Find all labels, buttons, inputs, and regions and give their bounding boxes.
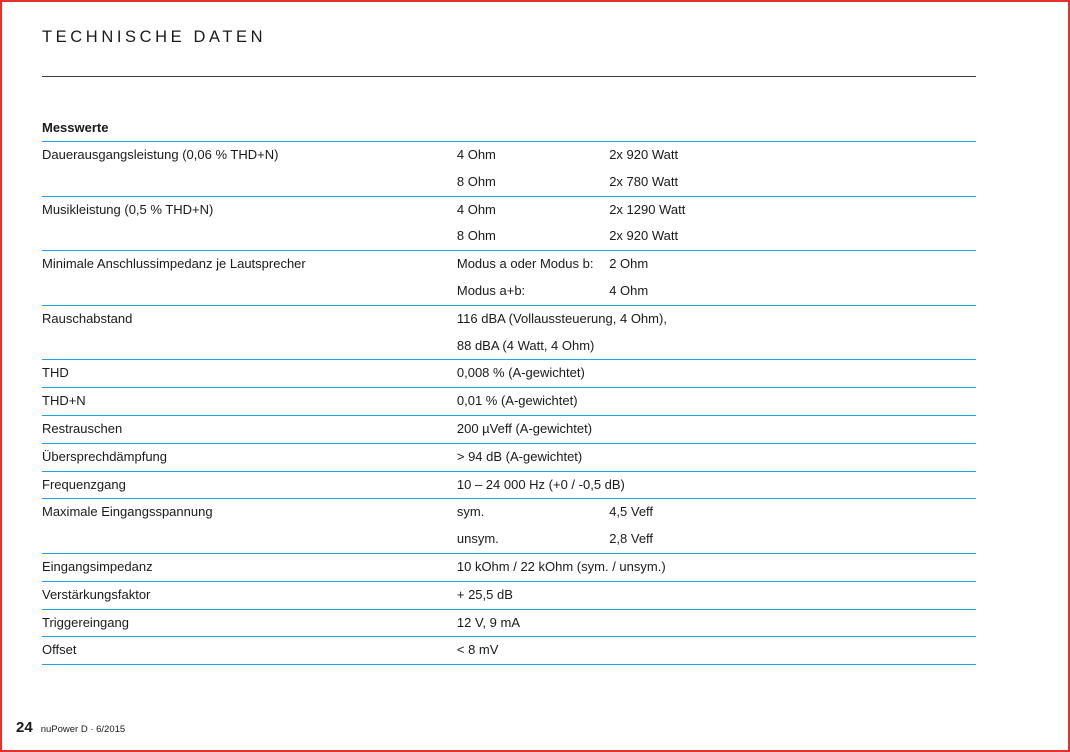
spec-condition: 4 Ohm <box>457 196 609 223</box>
table-row <box>42 196 976 223</box>
spec-condition: Modus a+b: <box>456 282 526 298</box>
table-row <box>42 223 976 250</box>
spec-condition: 12 V, 9 mA <box>457 609 976 637</box>
table-row <box>42 471 976 499</box>
spec-value: 4 Ohm <box>609 282 649 298</box>
table-row <box>42 443 976 471</box>
spec-condition: Modus a oder Modus b: <box>457 251 609 278</box>
page-content <box>42 20 980 665</box>
table-row <box>42 581 976 609</box>
title-divider <box>42 76 976 77</box>
table-row <box>42 415 976 443</box>
spec-label <box>42 223 457 250</box>
spec-condition: > 94 dB (A-gewichtet) <box>457 443 976 471</box>
page-footer <box>16 719 125 736</box>
spec-label: Triggereingang <box>42 609 457 637</box>
spec-condition: 10 kOhm / 22 kOhm (sym. / unsym.) <box>457 553 976 581</box>
spec-label <box>42 169 457 196</box>
spec-label: Musikleistung (0,5 % THD+N) <box>42 196 457 223</box>
table-row <box>42 609 976 637</box>
table-row <box>42 305 976 332</box>
spec-label: Maximale Eingangsspannung <box>42 499 457 526</box>
spec-label: Offset <box>42 637 457 664</box>
spec-label: Verstärkungsfaktor <box>42 581 457 609</box>
spec-label: Dauerausgangsleistung (0,06 % THD+N) <box>42 142 457 169</box>
specifications-table <box>42 141 976 664</box>
spec-label <box>42 278 457 305</box>
table-bottom-divider <box>42 664 976 665</box>
table-row <box>42 278 976 305</box>
table-row <box>42 553 976 581</box>
spec-value: 2x 920 Watt <box>609 228 679 244</box>
spec-condition: 8 Ohm <box>456 228 496 244</box>
spec-condition: + 25,5 dB <box>457 581 976 609</box>
table-row <box>42 499 976 526</box>
spec-condition: 10 – 24 000 Hz (+0 / -0,5 dB) <box>457 471 976 499</box>
table-row <box>42 251 976 278</box>
spec-condition: sym. <box>457 499 609 526</box>
table-row <box>42 142 976 169</box>
spec-condition: 200 µVeff (A-gewichtet) <box>457 415 976 443</box>
spec-condition: 88 dBA (4 Watt, 4 Ohm) <box>456 337 595 353</box>
spec-label: Restrauschen <box>42 415 457 443</box>
spec-condition: 4 Ohm <box>457 142 609 169</box>
spec-label: Minimale Anschlussimpedanz je Lautsprecher <box>42 251 457 278</box>
spec-label: Frequenzgang <box>42 471 457 499</box>
spec-label: Rauschabstand <box>42 305 457 332</box>
spec-label: THD <box>42 360 457 388</box>
spec-label <box>42 333 457 360</box>
spec-value: 2 Ohm <box>609 251 976 278</box>
spec-label: Eingangsimpedanz <box>42 553 457 581</box>
spec-value: 2x 780 Watt <box>609 173 679 189</box>
spec-condition: 0,01 % (A-gewichtet) <box>457 388 976 416</box>
spec-value: 2,8 Veff <box>609 531 654 547</box>
spec-label: Übersprechdämpfung <box>42 443 457 471</box>
page-title: TECHNISCHE DATEN <box>42 28 267 46</box>
spec-label <box>42 526 457 553</box>
spec-label: THD+N <box>42 388 457 416</box>
table-row <box>42 526 976 553</box>
footer-text: nuPower D · 6/2015 <box>40 724 126 735</box>
table-row <box>42 388 976 416</box>
footer-page-number: 24 <box>16 719 33 736</box>
spec-value: 2x 920 Watt <box>609 142 976 169</box>
table-row <box>42 637 976 664</box>
table-row <box>42 169 976 196</box>
spec-value: 4,5 Veff <box>609 499 976 526</box>
spec-condition: 116 dBA (Vollaussteuerung, 4 Ohm), <box>457 305 976 332</box>
spec-value: 2x 1290 Watt <box>609 196 976 223</box>
spec-condition: 8 Ohm <box>456 173 496 189</box>
spec-condition: unsym. <box>456 531 499 547</box>
spec-condition: 0,008 % (A-gewichtet) <box>457 360 976 388</box>
table-row <box>42 360 976 388</box>
table-row <box>42 333 976 360</box>
section-heading: Messwerte <box>42 120 109 135</box>
spec-condition: < 8 mV <box>457 637 976 664</box>
specifications-table-body <box>42 142 976 665</box>
